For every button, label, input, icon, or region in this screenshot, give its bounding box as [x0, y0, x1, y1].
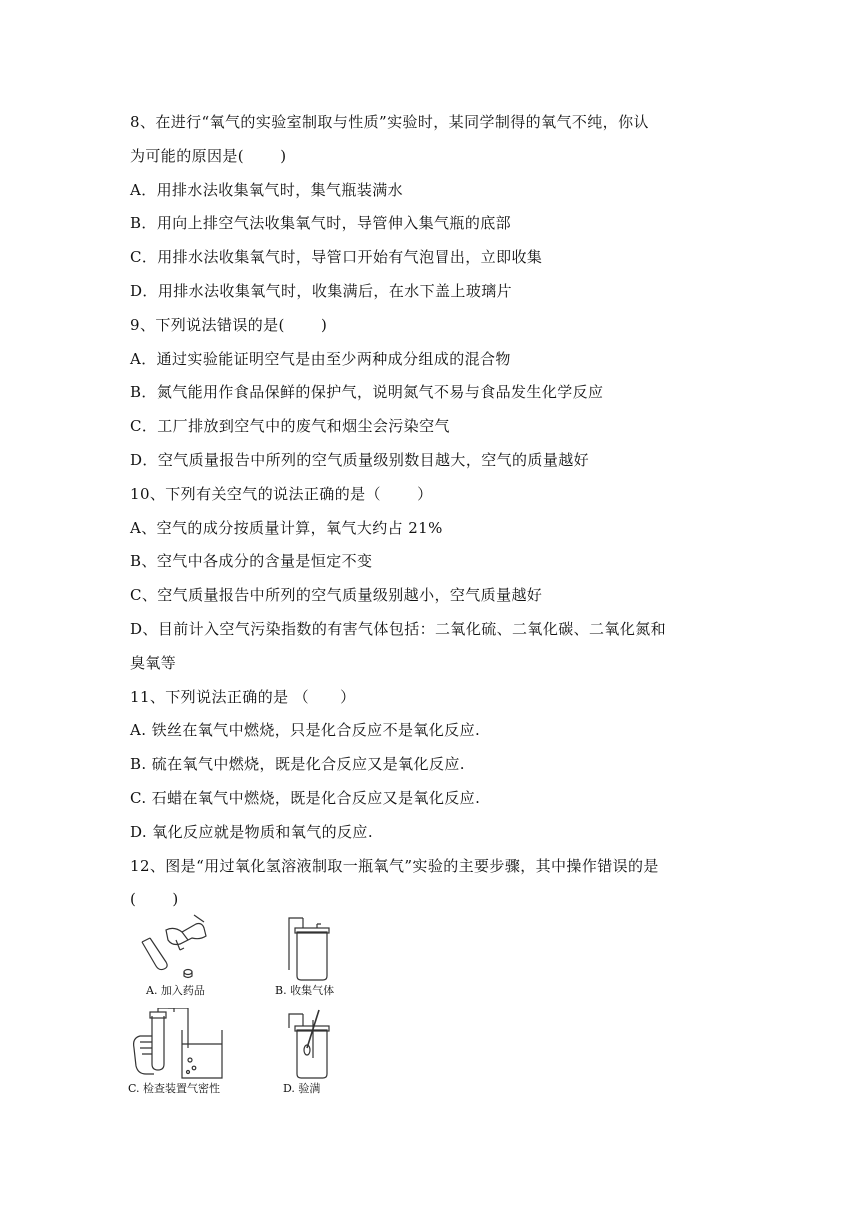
question-11 — [130, 681, 740, 850]
answer-option: D．空气质量报告中所列的空气质量级别数目越大，空气的质量越好 — [130, 450, 590, 469]
answer-option: A. 铁丝在氧气中燃烧，只是化合反应不是氧化反应. — [130, 721, 481, 740]
question-list — [130, 106, 740, 917]
figure-c-caption: C. 检查装置气密性 — [128, 1082, 221, 1095]
question-9 — [130, 309, 740, 478]
answer-option: D．用排水法收集氧气时，收集满后，在水下盖上玻璃片 — [130, 281, 513, 300]
figure-b — [273, 910, 373, 997]
answer-option: B．氮气能用作食品保鲜的保护气，说明氮气不易与食品发生化学反应 — [130, 383, 604, 402]
question-12 — [130, 850, 740, 918]
answer-option: C. 石蜡在氧气中燃烧，既是化合反应又是氧化反应. — [130, 788, 481, 807]
question-stem-line: 11、下列说法正确的是 （ ） — [130, 687, 356, 706]
airtightness-drawing — [128, 1008, 238, 1090]
question-stem-line: ( ) — [130, 890, 179, 909]
figure-d — [273, 1008, 373, 1095]
answer-option: B. 硫在氧气中燃烧，既是化合反应又是氧化反应. — [130, 755, 465, 774]
answer-option: B．用向上排空气法收集氧气时，导管伸入集气瓶的底部 — [130, 214, 512, 233]
figure-a-caption: A. 加入药品 — [146, 984, 205, 997]
answer-option: C、空气质量报告中所列的空气质量级别越小，空气质量越好 — [130, 586, 543, 605]
question-stem-line: 8、在进行“氧气的实验室制取与性质”实验时，某同学制得的氧气不纯，你认 — [130, 113, 649, 131]
answer-option: D. 氧化反应就是物质和氧气的反应. — [130, 822, 373, 841]
add-reagent-drawing — [136, 910, 226, 988]
question-10 — [130, 478, 740, 681]
collect-gas-drawing — [273, 910, 373, 988]
answer-option: A．用排水法收集氧气时，集气瓶装满水 — [130, 180, 404, 199]
question-stem-line: 为可能的原因是( ) — [130, 146, 287, 165]
full-check-drawing — [273, 1008, 373, 1090]
figure-a — [136, 910, 226, 997]
answer-option: 臭氧等 — [130, 653, 177, 672]
answer-option: C．工厂排放到空气中的废气和烟尘会污染空气 — [130, 417, 450, 436]
answer-option: A、空气的成分按质量计算，氧气大约占 21% — [130, 518, 443, 537]
answer-option: B、空气中各成分的含量是恒定不变 — [130, 552, 373, 571]
answer-option: D、目前计入空气污染指数的有害气体包括：二氧化硫、二氧化碳、二氧化氮和 — [130, 619, 667, 638]
figure-b-caption: B. 收集气体 — [275, 984, 335, 997]
figure-d-caption: D. 验满 — [283, 1082, 321, 1095]
figure-c — [128, 1008, 238, 1095]
answer-option: A．通过实验能证明空气是由至少两种成分组成的混合物 — [130, 349, 511, 368]
experiment-figure — [128, 910, 388, 1100]
question-stem-line: 12、图是“用过氧化氢溶液制取一瓶氧气”实验的主要步骤，其中操作错误的是 — [130, 856, 659, 875]
answer-option: C．用排水法收集氧气时，导管口开始有气泡冒出，立即收集 — [130, 248, 543, 267]
question-8 — [130, 106, 740, 309]
question-stem-line: 9、下列说法错误的是( ) — [130, 315, 328, 334]
question-stem-line: 10、下列有关空气的说法正确的是（ ） — [130, 484, 433, 503]
